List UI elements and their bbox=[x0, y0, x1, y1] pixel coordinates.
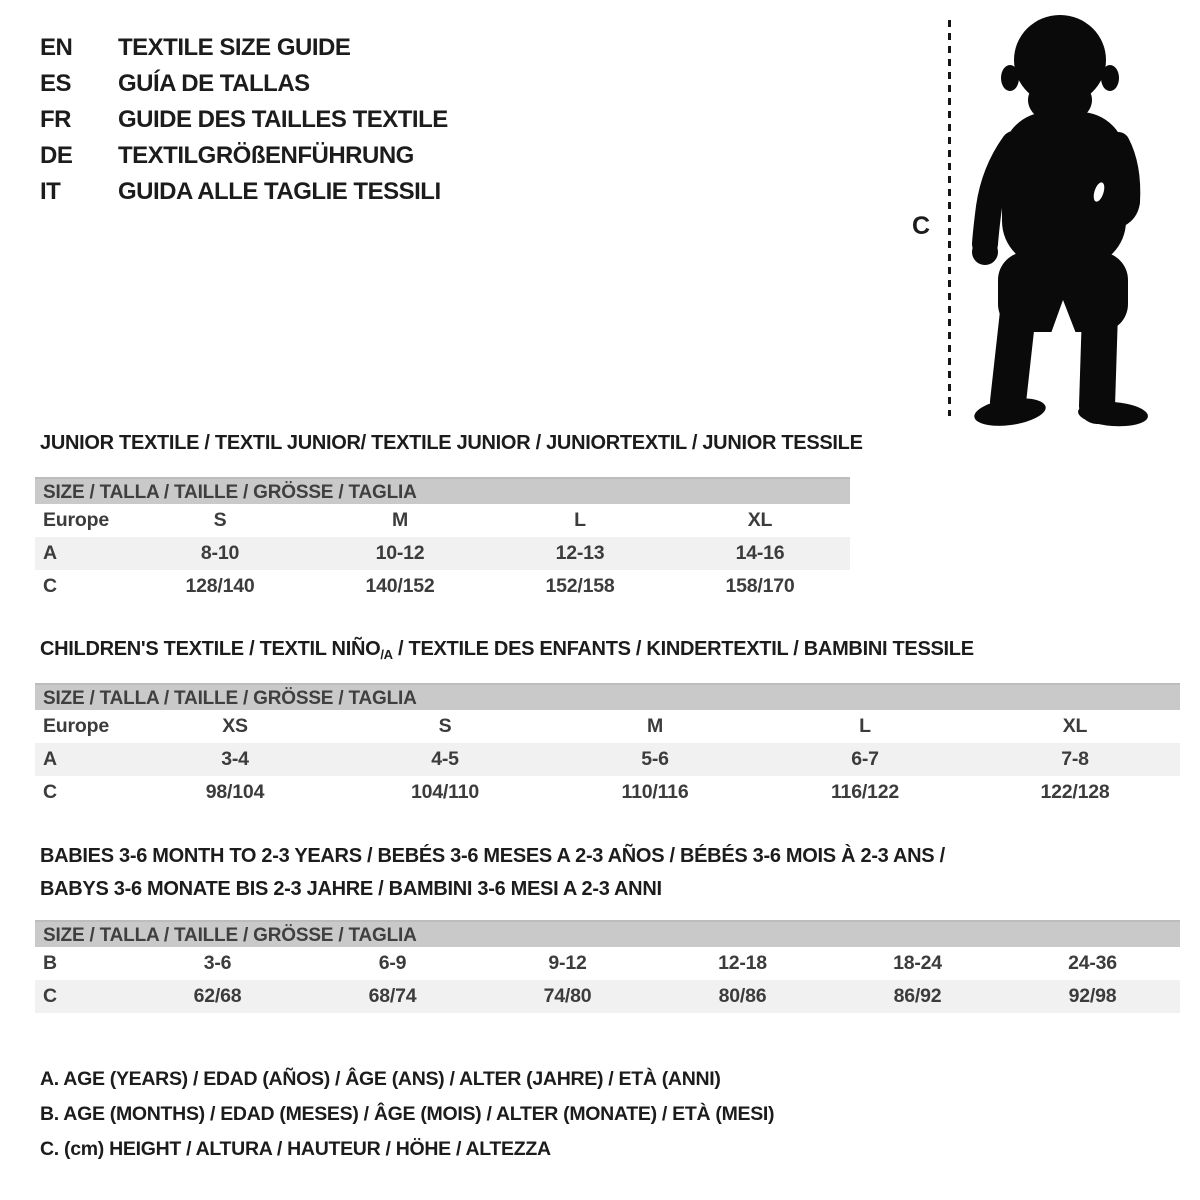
lang-row-en bbox=[40, 30, 448, 66]
table-row bbox=[35, 776, 1180, 809]
heading-subscript: /A bbox=[380, 647, 393, 662]
height-cell: 110/116 bbox=[621, 781, 689, 803]
lang-code: DE bbox=[40, 142, 73, 169]
height-cell: 128/140 bbox=[185, 575, 255, 597]
guide-title: TEXTILGRÖßENFÜHRUNG bbox=[118, 142, 414, 169]
toddler-silhouette-icon bbox=[958, 12, 1150, 430]
row-label: Europe bbox=[43, 509, 109, 531]
age-cell: 4-5 bbox=[431, 748, 459, 770]
junior-section-heading: JUNIOR TEXTILE / TEXTIL JUNIOR/ TEXTILE JUNIOR / JUNIORTEXTIL / JUNIOR TESSILE bbox=[40, 432, 863, 454]
table-row bbox=[35, 947, 1180, 980]
lang-row-es bbox=[40, 66, 448, 102]
lang-code: ES bbox=[40, 70, 72, 97]
language-title-block bbox=[40, 30, 448, 210]
age-cell: 3-6 bbox=[203, 952, 232, 974]
height-cell: 98/104 bbox=[205, 781, 265, 803]
row-label: C bbox=[43, 985, 57, 1007]
age-cell: 3-4 bbox=[221, 748, 249, 770]
babies-size-header-bar: SIZE / TALLA / TAILLE / GRÖSSE / TAGLIA bbox=[35, 920, 1180, 947]
age-cell: 7-8 bbox=[1061, 748, 1089, 770]
height-cell: 116/122 bbox=[830, 781, 899, 803]
guide-title: GUIDA ALLE TAGLIE TESSILI bbox=[118, 178, 441, 205]
height-cell: 152/158 bbox=[545, 575, 615, 597]
age-cell: 12-18 bbox=[718, 952, 767, 974]
age-cell: 12-13 bbox=[555, 542, 605, 564]
age-cell: 8-10 bbox=[200, 542, 240, 564]
age-cell: 18-24 bbox=[893, 952, 942, 974]
row-label: A bbox=[43, 748, 57, 770]
lang-row-it bbox=[40, 174, 448, 210]
children-textile-section bbox=[35, 638, 1180, 809]
row-label: A bbox=[43, 542, 57, 564]
size-cell: L bbox=[574, 509, 586, 531]
height-cell: 86/92 bbox=[893, 985, 942, 1007]
table-row bbox=[35, 537, 850, 570]
age-cell: 10-12 bbox=[375, 542, 425, 564]
lang-code: EN bbox=[40, 34, 73, 61]
size-cell: S bbox=[213, 509, 227, 531]
age-cell: 6-7 bbox=[851, 748, 879, 770]
children-size-header-bar: SIZE / TALLA / TAILLE / GRÖSSE / TAGLIA bbox=[35, 683, 1180, 710]
babies-section-heading-line2: BABYS 3-6 MONATE BIS 2-3 JAHRE / BAMBINI 3-6 MESI A 2-3 ANNI bbox=[40, 878, 662, 900]
note-age-months: B. AGE (MONTHS) / EDAD (MESES) / ÂGE (MOIS) / ALTER (MONATE) / ETÀ (MESI) bbox=[40, 1103, 775, 1125]
row-label: Europe bbox=[43, 715, 109, 737]
size-cell: L bbox=[859, 715, 871, 737]
note-age-years: A. AGE (YEARS) / EDAD (AÑOS) / ÂGE (ANS) / ALTER (JAHRE) / ETÀ (ANNI) bbox=[40, 1068, 721, 1090]
height-cell: 158/170 bbox=[725, 575, 795, 597]
heading-text: CHILDREN'S TEXTILE / TEXTIL NIÑO bbox=[40, 638, 381, 660]
size-cell: M bbox=[391, 509, 409, 531]
guide-title: GUÍA DE TALLAS bbox=[118, 70, 310, 97]
table-row bbox=[35, 743, 1180, 776]
table-row bbox=[35, 710, 1180, 743]
age-cell: 9-12 bbox=[548, 952, 587, 974]
height-cell: 62/68 bbox=[193, 985, 242, 1007]
size-cell: S bbox=[438, 715, 452, 737]
children-section-heading bbox=[40, 638, 1180, 661]
guide-title: TEXTILE SIZE GUIDE bbox=[118, 34, 351, 61]
lang-row-de bbox=[40, 138, 448, 174]
age-cell: 6-9 bbox=[378, 952, 407, 974]
babies-textile-section bbox=[35, 840, 1180, 1013]
row-label: C bbox=[43, 575, 57, 597]
lang-code: IT bbox=[40, 178, 61, 205]
row-label: C bbox=[43, 781, 57, 803]
table-row bbox=[35, 980, 1180, 1013]
junior-size-header-bar: SIZE / TALLA / TAILLE / GRÖSSE / TAGLIA bbox=[35, 477, 850, 504]
junior-textile-section bbox=[35, 432, 863, 603]
age-cell: 24-36 bbox=[1068, 952, 1117, 974]
height-measure-dashed-line bbox=[948, 20, 951, 416]
height-cell: 74/80 bbox=[543, 985, 592, 1007]
size-cell: XS bbox=[222, 715, 248, 737]
lang-row-fr bbox=[40, 102, 448, 138]
table-row bbox=[35, 504, 850, 537]
heading-text: / TEXTILE DES ENFANTS / KINDERTEXTIL / BAMBINI TESSILE bbox=[392, 638, 974, 660]
table-row bbox=[35, 570, 850, 603]
height-cell: 140/152 bbox=[365, 575, 435, 597]
babies-section-heading-line1: BABIES 3-6 MONTH TO 2-3 YEARS / BEBÉS 3-6 MESES A 2-3 AÑOS / BÉBÉS 3-6 MOIS À 2-3 ANS / bbox=[40, 845, 945, 867]
height-cell: 92/98 bbox=[1068, 985, 1117, 1007]
note-height-cm: C. (cm) HEIGHT / ALTURA / HAUTEUR / HÖHE / ALTEZZA bbox=[40, 1138, 551, 1160]
age-cell: 5-6 bbox=[641, 748, 669, 770]
height-cell: 104/110 bbox=[410, 781, 479, 803]
height-cell: 80/86 bbox=[718, 985, 767, 1007]
size-cell: XL bbox=[747, 509, 773, 531]
height-cell: 122/128 bbox=[1040, 781, 1110, 803]
lang-code: FR bbox=[40, 106, 71, 133]
row-label: B bbox=[43, 952, 57, 974]
legend-notes bbox=[40, 1062, 774, 1167]
size-cell: XL bbox=[1062, 715, 1088, 737]
age-cell: 14-16 bbox=[735, 542, 785, 564]
size-cell: M bbox=[646, 715, 664, 737]
height-cell: 68/74 bbox=[368, 985, 417, 1007]
height-measure-label: C bbox=[912, 212, 931, 240]
guide-title: GUIDE DES TAILLES TEXTILE bbox=[118, 106, 448, 133]
